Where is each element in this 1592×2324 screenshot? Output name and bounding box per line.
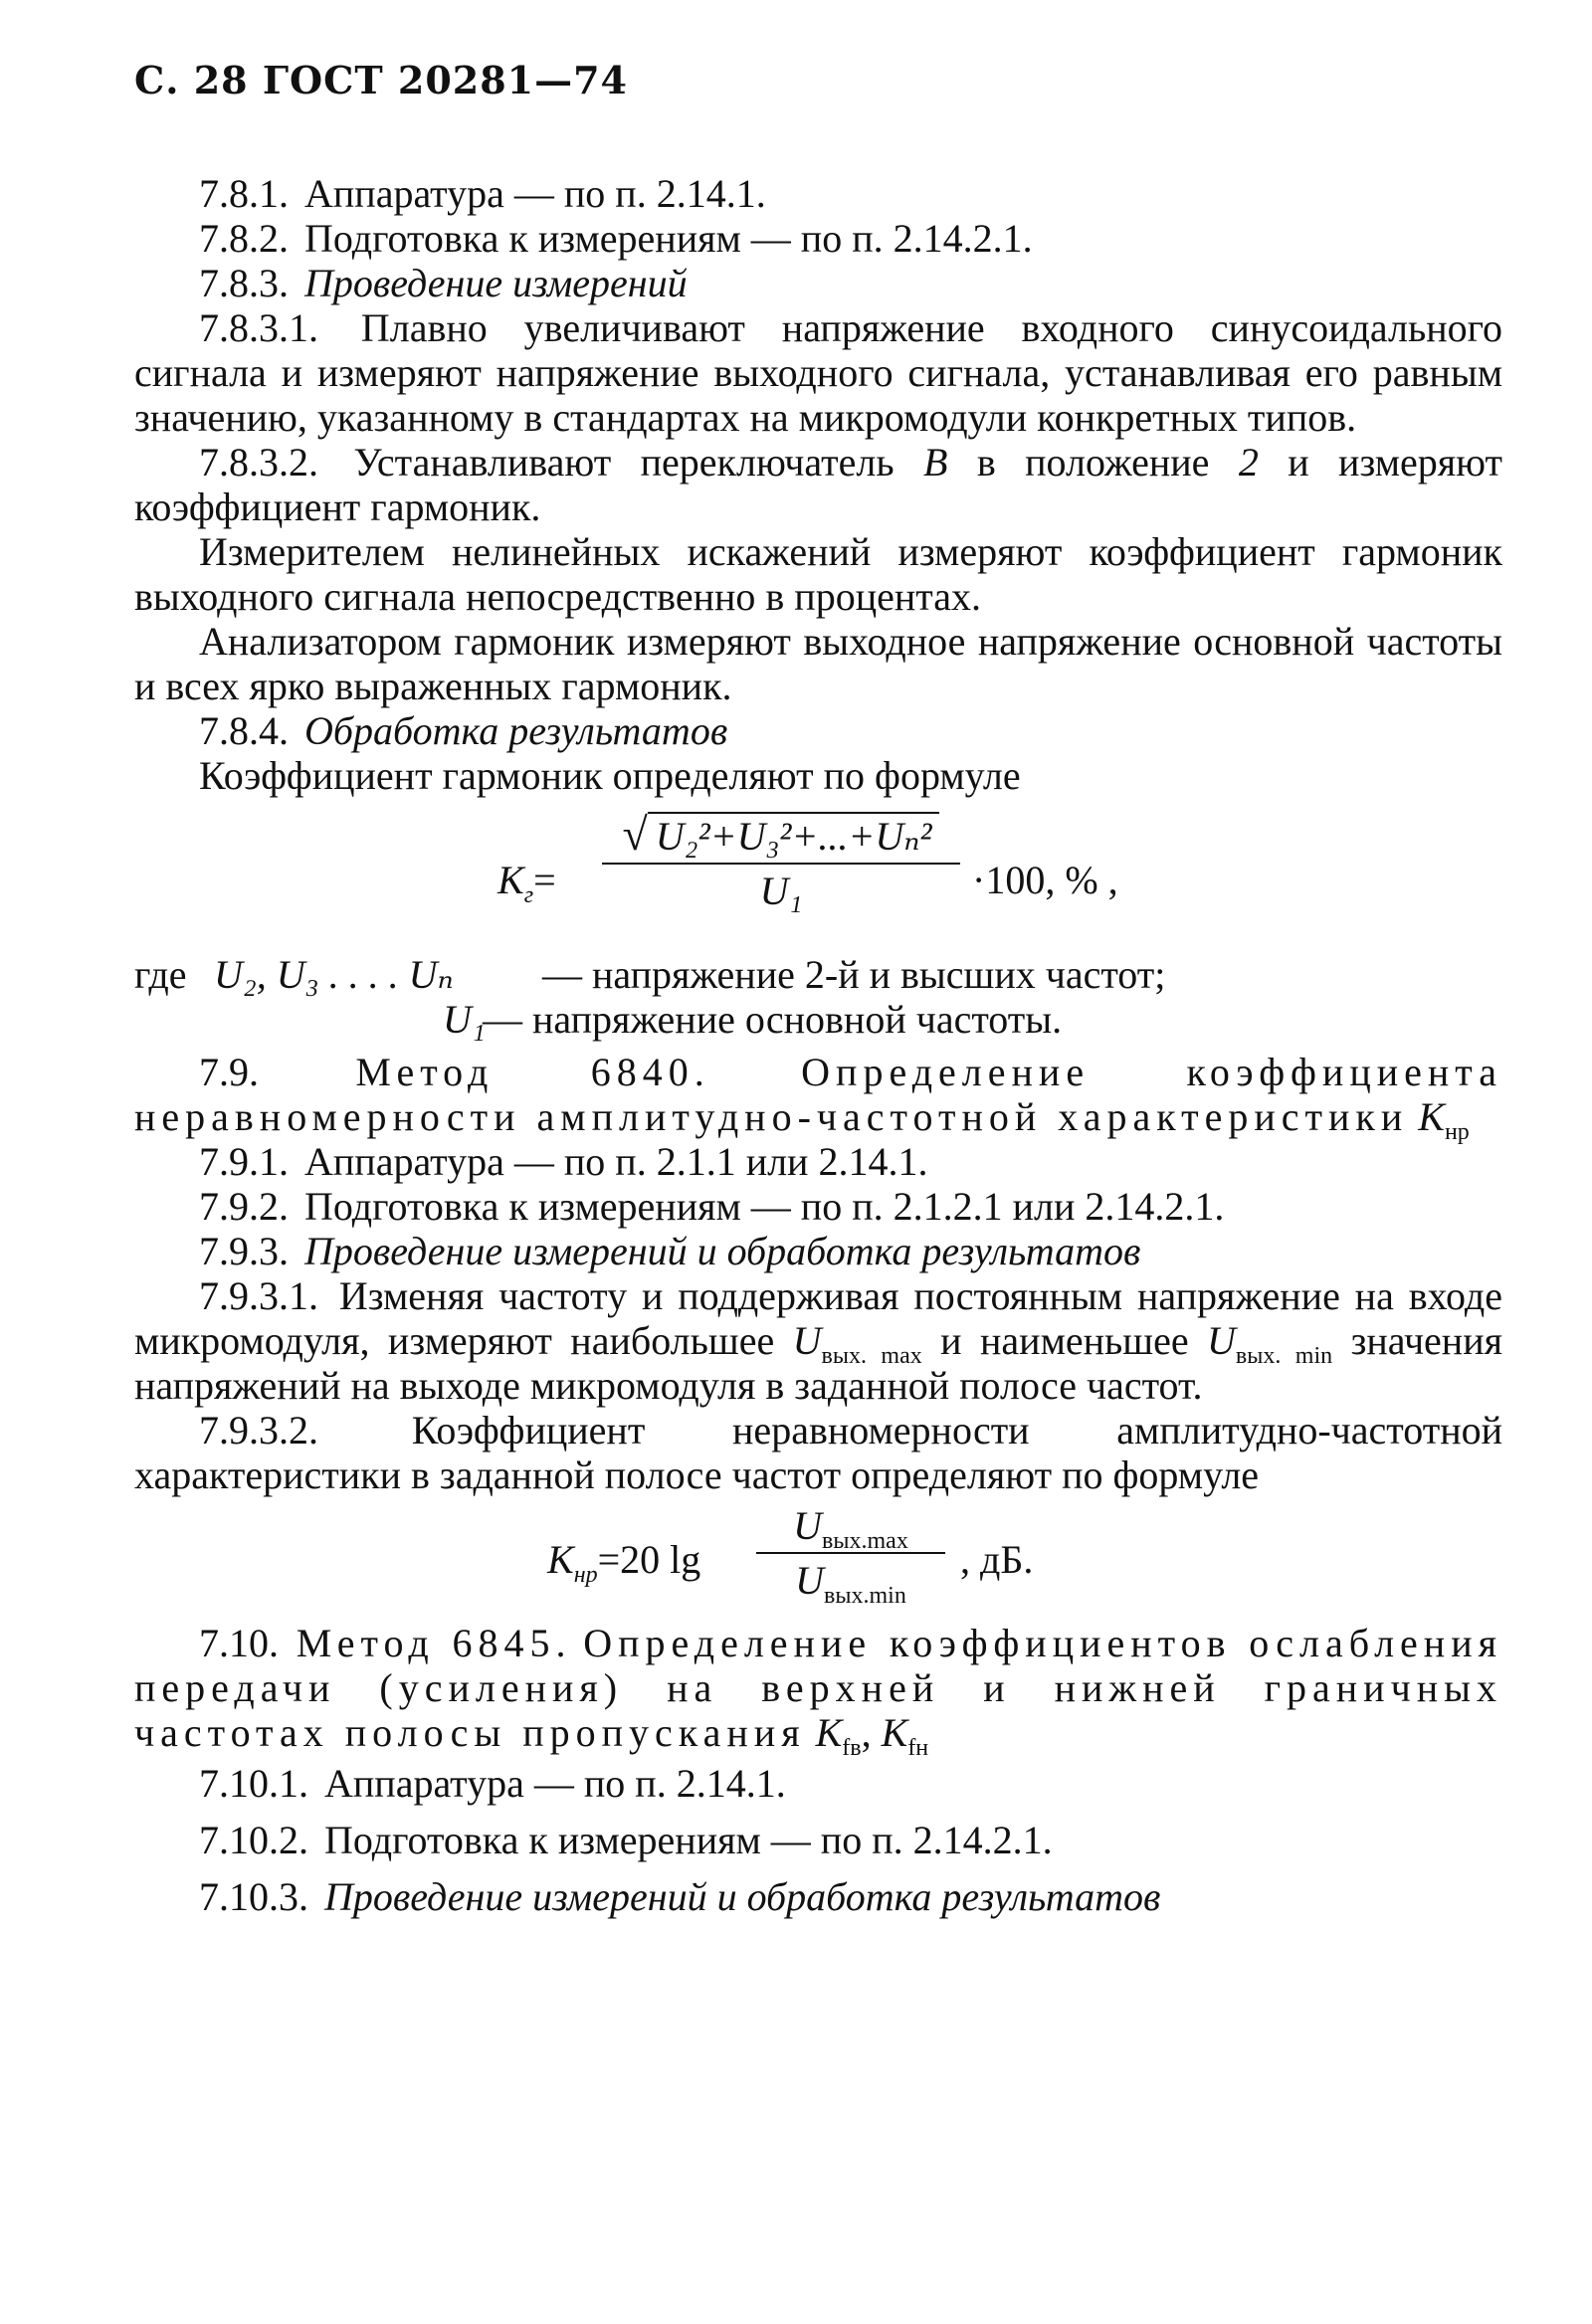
clause-number: 7.9.3.1. <box>199 1273 318 1318</box>
nonuniformity-formula <box>134 1503 1502 1615</box>
formula-numerator <box>602 809 960 860</box>
clause-text: Коэффициент неравномерности амплитудно-частотной характеристики в заданной полосе частот определяют по формуле <box>134 1408 1503 1497</box>
clause-number: 7.10. <box>199 1621 279 1665</box>
clause-7-9 <box>134 1050 1503 1145</box>
clause-text: Аппаратура — по п. 2.14.1. <box>324 1761 786 1806</box>
symbol: K <box>1418 1094 1445 1139</box>
clause-number: 7.10.2. <box>199 1818 308 1862</box>
clause-text: Аппаратура — по п. 2.1.1 или 2.14.1. <box>304 1139 928 1184</box>
clause-number: 7.9. <box>199 1050 259 1094</box>
symbol-sub: fн <box>907 1735 929 1761</box>
num-symbol: U <box>793 1503 823 1548</box>
clause-7-8-1 <box>134 171 1502 216</box>
formula-fraction <box>602 809 960 913</box>
clause-number: 7.8.1. <box>199 171 289 216</box>
legend-vars: U₂, U₃ . . . . Uₙ <box>214 952 454 997</box>
clause-text-a: Устанавливают переключатель <box>353 440 895 484</box>
position-number: 2 <box>1238 440 1259 484</box>
method-name: Метод 6845. <box>296 1621 572 1665</box>
clause-7-8-3 <box>134 261 1502 305</box>
symbol-separator: , <box>861 1710 872 1755</box>
clause-number: 7.9.3.2. <box>199 1408 318 1452</box>
legend-where: где <box>134 952 187 997</box>
num-sub: вых.max <box>822 1528 908 1554</box>
symbol-sub: fв <box>842 1735 862 1761</box>
clause-number: 7.8.3.1. <box>199 305 318 350</box>
formula-legend <box>134 952 1502 1042</box>
fraction-line <box>602 863 960 865</box>
formula-symbol-sub: нр <box>573 1562 598 1588</box>
clause-text-e: и измеряют коэффициент гармоник. <box>134 440 1502 529</box>
formula-fraction <box>756 1503 945 1609</box>
clause-text: Подготовка к измерениям — по п. 2.14.2.1. <box>324 1818 1053 1862</box>
method-title: Определение коэффициента неравномерности амплитудно-частотной характеристики <box>134 1050 1503 1139</box>
clause-heading: Обработка результатов <box>304 708 728 753</box>
den-symbol: U <box>795 1558 825 1603</box>
clause-number: 7.8.4. <box>199 708 289 753</box>
clause-7-9-3 <box>134 1229 1502 1273</box>
formula-symbol: K <box>547 1537 574 1582</box>
clause-7-8-2 <box>134 216 1502 261</box>
clause-number: 7.8.2. <box>199 216 289 261</box>
clause-7-10-3 <box>134 1874 1502 1919</box>
formula-denominator <box>756 1558 945 1609</box>
symbol: U <box>1207 1318 1236 1363</box>
formula-symbol-sub: г <box>523 882 534 908</box>
legend-vars: U₁ <box>443 997 486 1042</box>
clause-7-8-4 <box>134 708 1502 753</box>
clause-text: Плавно увеличивают напряжение входного синусоидального сигнала и измеряют напряжение выходного сигнала, устанавливая его равным значению, указанному в стандартах на микромодули конкретных типов. <box>134 305 1503 440</box>
clause-number: 7.8.3.2. <box>199 440 318 484</box>
formula-intro: Коэффициент гармоник определяют по формуле <box>199 753 1021 798</box>
legend-line-1 <box>134 952 1502 997</box>
clause-7-10-1 <box>134 1761 1502 1806</box>
formula-tail: , дБ. <box>960 1537 1034 1582</box>
document-body <box>134 171 1502 1919</box>
clause-text: Аппаратура — по п. 2.14.1. <box>304 171 766 216</box>
clause-number: 7.8.3. <box>199 261 289 305</box>
symbol: U <box>792 1318 822 1363</box>
clause-text-a: Изменяя частоту и поддерживая постоянным напряжение на входе микромодуля, измеряют наибольшее <box>134 1273 1503 1363</box>
clause-7-9-3-1 <box>134 1273 1502 1408</box>
clause-number: 7.10.1. <box>199 1761 308 1806</box>
formula-equals: =20 lg <box>597 1537 701 1582</box>
paragraph-meter: Измерителем нелинейных искажений измеряют коэффициент гармоник выходного сигнала непосредственно в процентах. <box>134 529 1502 619</box>
clause-text-c: в положение <box>976 440 1210 484</box>
clause-7-9-2 <box>134 1184 1502 1229</box>
formula-symbol: K <box>498 858 524 902</box>
harmonic-coefficient-formula <box>134 809 1502 946</box>
formula-denominator: U₁ <box>759 869 803 913</box>
den-sub: вых.min <box>824 1583 906 1609</box>
clause-heading: Проведение измерений и обработка результатов <box>324 1874 1161 1919</box>
clause-heading: Проведение измерений <box>304 261 688 305</box>
clause-number: 7.9.3. <box>199 1229 289 1273</box>
clause-7-8-3-1 <box>134 305 1502 440</box>
symbol-sub: вых. max <box>821 1343 922 1369</box>
clause-heading: Проведение измерений и обработка результатов <box>304 1229 1141 1273</box>
method-title: Определение коэффициентов ослабления передачи (усиления) на верхней и нижней граничных частотах полосы пропускания <box>134 1621 1502 1755</box>
legend-desc: — напряжение 2-й и высших частот; <box>542 952 1166 997</box>
clause-number: 7.9.2. <box>199 1184 289 1229</box>
legend-desc: — напряжение основной частоты. <box>483 997 1063 1042</box>
clause-number: 7.9.1. <box>199 1139 289 1184</box>
clause-text-c: значения напряжений на выходе микромодуля в заданной полосе частот. <box>134 1318 1503 1408</box>
clause-7-9-1 <box>134 1139 1502 1184</box>
formula-lhs <box>498 858 556 908</box>
legend-line-2 <box>134 997 1502 1042</box>
formula-lhs <box>547 1537 701 1588</box>
clause-text: Подготовка к измерениям — по п. 2.14.2.1. <box>304 216 1033 261</box>
switch-symbol: B <box>923 440 948 484</box>
paragraph-analyzer: Анализатором гармоник измеряют выходное напряжение основной частоты и всех ярко выраженных гармоник. <box>134 619 1502 708</box>
page-header: С. 28 ГОСТ 20281—74 <box>134 58 628 102</box>
clause-number: 7.10.3. <box>199 1874 308 1919</box>
clause-7-10 <box>134 1621 1502 1761</box>
method-name: Метод 6840. <box>355 1050 710 1094</box>
formula-equals: = <box>533 858 556 902</box>
radicand: U₂²+U₃²+...+Uₙ² <box>648 812 940 859</box>
formula-tail: ·100, % , <box>972 858 1118 902</box>
symbol-sub: вых. min <box>1235 1343 1333 1369</box>
symbol: K <box>815 1710 843 1755</box>
symbol-sub: нр <box>1444 1119 1470 1145</box>
clause-text-b: и наименьшее <box>940 1318 1189 1363</box>
clause-7-8-3-2 <box>134 440 1502 529</box>
symbol: K <box>881 1710 908 1755</box>
clause-7-9-3-2 <box>134 1408 1502 1497</box>
sqrt-icon: √ <box>622 809 648 860</box>
clause-text: Подготовка к измерениям — по п. 2.1.2.1 или 2.14.2.1. <box>304 1184 1225 1229</box>
formula-numerator <box>756 1503 945 1554</box>
clause-7-10-2 <box>134 1818 1502 1862</box>
